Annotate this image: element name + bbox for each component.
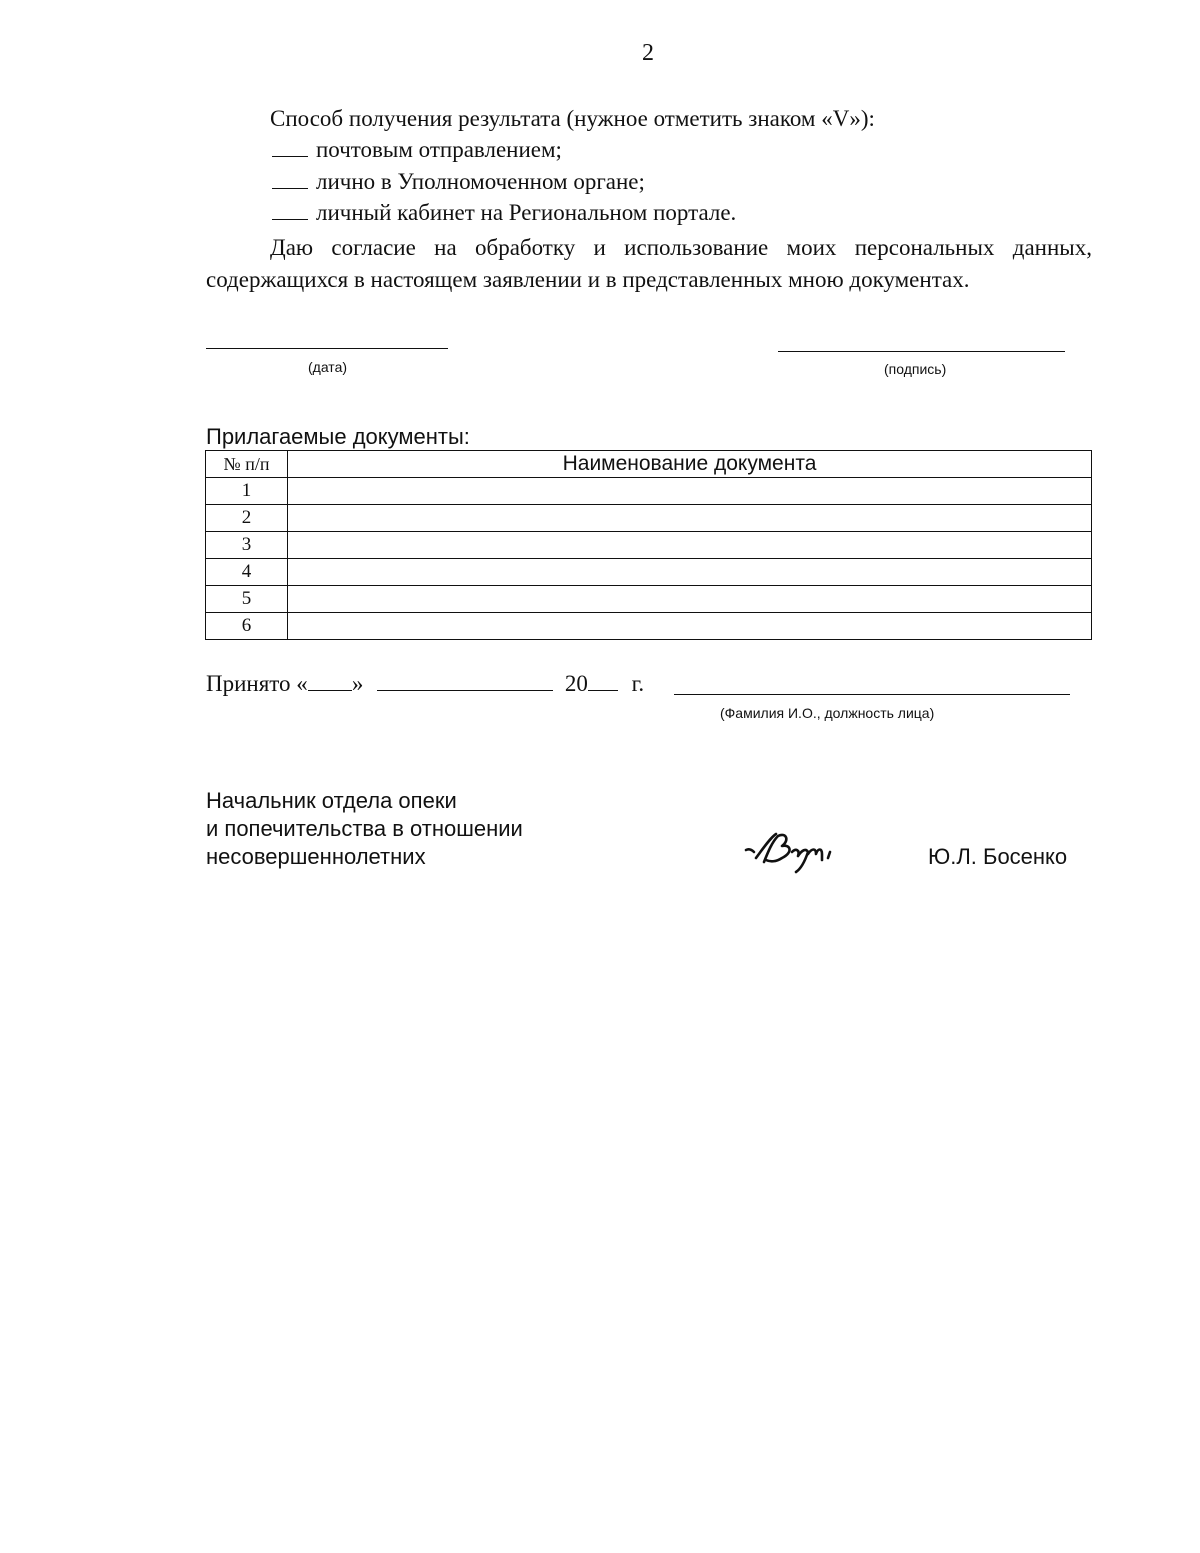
- option-label: почтовым отправлением;: [316, 137, 562, 162]
- accepted-line: [206, 670, 644, 697]
- accepting-person-caption: (Фамилия И.О., должность лица): [720, 705, 935, 721]
- table-row: [206, 532, 1092, 559]
- month-blank[interactable]: [377, 670, 553, 691]
- handwritten-signature: [742, 828, 840, 876]
- col-header-name: Наименование документа: [288, 451, 1092, 478]
- receipt-heading: Способ получения результата (нужное отметить знаком «V»):: [270, 106, 875, 131]
- documents-table: [205, 450, 1092, 640]
- quote-close: »: [351, 671, 364, 696]
- accepted-label: Принято «: [206, 671, 308, 696]
- receipt-option-mail: [272, 137, 562, 163]
- table-header-row: [206, 451, 1092, 478]
- receipt-option-portal: [272, 200, 736, 226]
- position-line: и попечительства в отношении: [206, 816, 523, 841]
- day-blank[interactable]: [308, 670, 352, 691]
- document-name-cell[interactable]: [288, 613, 1092, 640]
- row-number: 2: [206, 505, 288, 532]
- table-row: [206, 478, 1092, 505]
- row-number: 3: [206, 532, 288, 559]
- col-header-number: № п/п: [206, 451, 288, 478]
- official-position: [206, 787, 523, 871]
- row-number: 1: [206, 478, 288, 505]
- table-row: [206, 613, 1092, 640]
- signature-field-line[interactable]: [778, 351, 1065, 352]
- table-row: [206, 505, 1092, 532]
- official-name: Ю.Л. Босенко: [928, 844, 1068, 869]
- table-row: [206, 559, 1092, 586]
- checkbox-blank[interactable]: [272, 170, 308, 189]
- table-row: [206, 586, 1092, 613]
- documents-title: Прилагаемые документы:: [206, 424, 470, 449]
- year-blank[interactable]: [588, 670, 618, 691]
- checkbox-blank[interactable]: [272, 138, 308, 157]
- document-name-cell[interactable]: [288, 586, 1092, 613]
- position-line: Начальник отдела опеки: [206, 788, 457, 813]
- option-label: лично в Уполномоченном органе;: [316, 169, 645, 194]
- document-name-cell[interactable]: [288, 532, 1092, 559]
- year-prefix: 20: [564, 671, 588, 696]
- row-number: 4: [206, 559, 288, 586]
- date-label: (дата): [308, 359, 348, 375]
- option-label: личный кабинет на Региональном портале.: [316, 200, 737, 225]
- receipt-option-in-person: [272, 169, 645, 195]
- accepting-person-line[interactable]: [674, 694, 1070, 695]
- document-name-cell[interactable]: [288, 505, 1092, 532]
- document-name-cell[interactable]: [288, 478, 1092, 505]
- date-field-line[interactable]: [206, 348, 448, 349]
- signature-label: (подпись): [884, 361, 947, 377]
- position-line: несовершеннолетних: [206, 844, 426, 869]
- document-name-cell[interactable]: [288, 559, 1092, 586]
- page-number: 2: [642, 40, 654, 66]
- checkbox-blank[interactable]: [272, 201, 308, 220]
- year-suffix: г.: [631, 671, 645, 696]
- consent-paragraph: Даю согласие на обработку и использование моих персональных данных, содержащихся в настоящем заявлении и в представленных мною документах.: [206, 235, 1092, 292]
- row-number: 6: [206, 613, 288, 640]
- row-number: 5: [206, 586, 288, 613]
